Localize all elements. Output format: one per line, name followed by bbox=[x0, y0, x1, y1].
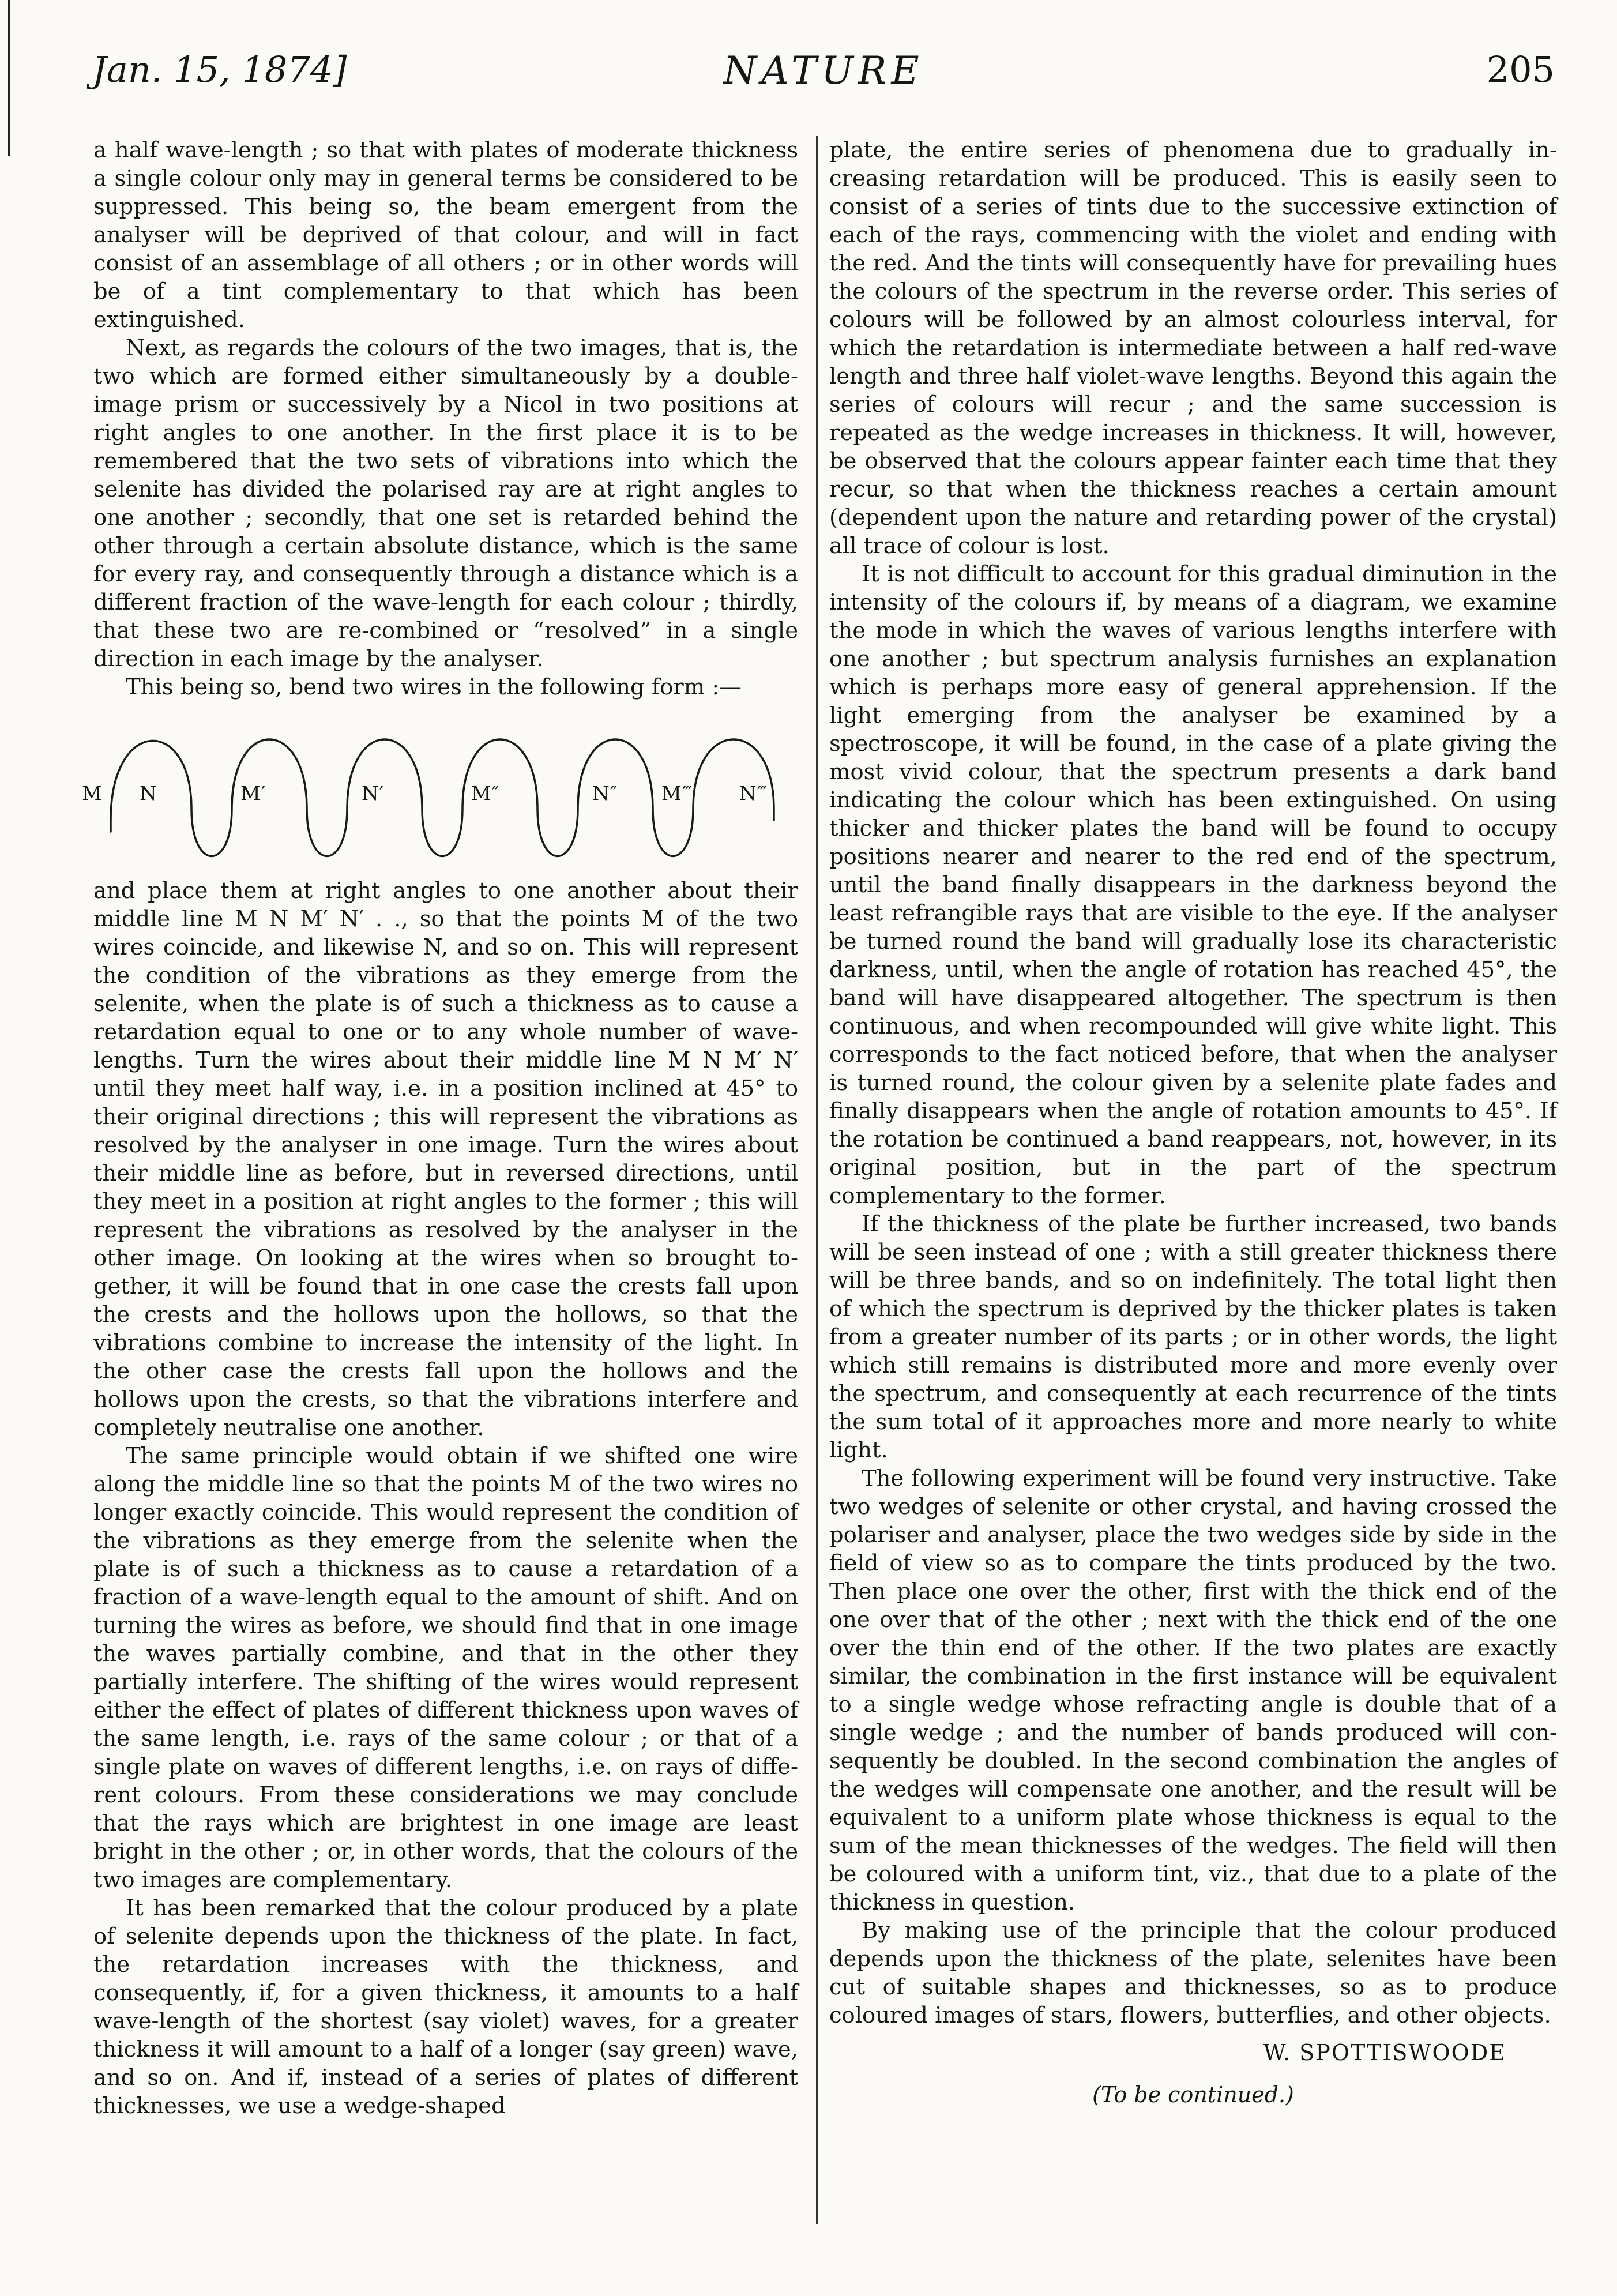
figure-label-n: N bbox=[140, 782, 157, 805]
right-column bbox=[829, 136, 1557, 2235]
page-header bbox=[92, 48, 1555, 112]
right-paragraph-5: By making use of the principle that the colour produced depends upon the thickness of the plate, selenites have been cut of suitable shapes and thicknesses, so as to produce coloured images of stars, flowers, butterflies, and other objects. bbox=[829, 1918, 1557, 2028]
figure-label-n-prime: N′ bbox=[362, 782, 385, 805]
left-paragraph-1: a half wave-length ; so that with plates of moderate thickness a single colour only may in general terms be considered to be suppressed. This being so, the beam emergent from the analyser will be deprived of that colour, and will in fact consist of an assemblage of all others ; or in other words will be of a tint complementary to that which has been extinguished. bbox=[93, 137, 798, 333]
figure-label-m-prime: M′ bbox=[240, 782, 266, 805]
header-date: Jan. 15, 1874] bbox=[92, 48, 347, 91]
figure-label-m: M bbox=[82, 782, 103, 805]
figure-label-m-double-prime: M″ bbox=[471, 782, 500, 805]
page-edge-line bbox=[8, 0, 10, 156]
left-paragraph-3: This being so, bend two wires in the following form :— bbox=[126, 674, 742, 700]
to-be-continued-note: (To be continued.) bbox=[1092, 2082, 1294, 2107]
page-number: 205 bbox=[1486, 48, 1555, 91]
journal-title: NATURE bbox=[723, 48, 924, 93]
right-paragraph-1: plate, the entire series of phenomena due to gradually increasing retardation will be produced. This is easily seen to consist of a series of tints due to the successive extinction of each of the rays, commencing with the violet and ending with the red. And the tints will consequently have for prevailing hues the colours of the spectrum in the reverse order. This series of colours will be followed by an almost colourless interval, for which the retardation is intermediate between a half red-wave length and three half violet-wave lengths. Beyond this again the series of colours will recur ; and the same succession is repeated as the wedge increases in thickness. It will, however, be observed that the colours appear fainter each time that they recur, so that when the thickness reaches a certain amount (dependent upon the nature and retarding power of the crystal) all trace of colour is lost. bbox=[829, 137, 1557, 559]
right-paragraph-4: The following experiment will be found very instructive. Take two wedges of selenite or other crystal, and having crossed the polariser and analyser, place the two wedges side by side in the field of view so as to compare the tints produced by the two. Then place one over the other, first with the thick end of the one over that of the other ; next with the thick end of the one over the thin end of the other. If the two plates are exactly similar, the combination in the first instance will be equivalent to a single wedge whose refracting angle is double that of a single wedge ; and the number of bands produced will consequently be doubled. In the second combination the angles of the wedges will compensate one another, and the result will be equivalent to a uniform plate whose thickness is equal to the sum of the mean thicknesses of the wedges. The field will then be coloured with a uniform tint, viz., that due to a plate of the thickness in question. bbox=[829, 1465, 1557, 1915]
right-paragraph-2: It is not difficult to account for this gradual diminution in the intensity of the colours if, by means of a diagram, we examine the mode in which the waves of various lengths interfere with one another ; but spectrum analysis furnishes an explanation which is perhaps more easy of general apprehension. If the light emerging from the analyser be examined by a spectroscope, it will be found, in the case of a plate giving the most vivid colour, that the spectrum presents a dark band indicating the colour which has been extinguished. On using thicker and thicker plates the band will be found to occupy positions nearer and nearer to the red end of the spectrum, until the band finally disappears in the darkness beyond the least refrangible rays that are visible to the eye. If the analyser be turned round the band will gradually lose its characteristic darkness, until, when the angle of rotation has reached 45°, the band will have disappeared altogether. The spectrum is then continuous, and when recompounded will give white light. This corresponds to the fact noticed before, that when the analyser is turned round, the colour given by a selenite plate fades and finally disappears when the angle of rotation amounts to 45°. If the rotation be continued a band reappears, not, however, in its original position, but in the part of the spectrum complementary to the former. bbox=[829, 561, 1557, 1209]
left-column bbox=[82, 136, 798, 2235]
left-paragraph-5: The same principle would obtain if we shifted one wire along the middle line so that the points M of the two wires no longer exactly coincide. This would represent the condition of the vibrations as they emerge from the selenite when the plate is of such a thickness as to cause a retardation of a fraction of a wave-length equal to the amount of shift. And on turning the wires as before, we should find that in one image the waves partially combine, and that in the other they partially interfere. The shifting of the wires would represent either the effect of plates of different thickness upon waves of the same length, i.e. rays of the same colour ; or that of a single plate on waves of different lengths, i.e. on rays of different colours. From these considerations we may conclude that the rays which are brightest in one image are least bright in the other ; or, in other words, that the colours of the two images are complementary. bbox=[93, 1443, 798, 1893]
left-paragraph-4: and place them at right angles to one another about their middle line M N M′ N′ . ., so that the points M of the two wires coincide, and likewise N, and so on. This will represent the condition of the vibrations as they emerge from the selenite, when the plate is of such a thickness as to cause a retardation equal to one or to any whole number of wave-lengths. Turn the wires about their middle line M N M′ N′ until they meet half way, i.e. in a position inclined at 45° to their original directions ; this will represent the vibrations as resolved by the analyser in one image. Turn the wires about their middle line as before, but in reversed directions, until they meet in a position at right angles to the former ; this will represent the vibrations as resolved by the analyser in the other image. On looking at the wires when so brought together, it will be found that in one case the crests fall upon the crests and the hollows upon the hollows, so that the vibrations combine to increase the intensity of the light. In the other case the crests fall upon the hollows and the hollows upon the crests, so that the vibrations interfere and completely neutralise one another. bbox=[93, 878, 798, 1441]
left-paragraph-6: It has been remarked that the colour produced by a plate of selenite depends upon the thickness of the plate. In fact, the retardation increases with the thickness, and consequently, if, for a given thickness, it amounts to a half wave-length of the shortest (say violet) waves, for a greater thickness it will amount to a half of a longer (say green) wave, and so on. And if, instead of a series of plates of different thicknesses, we use a wedge-shaped bbox=[93, 1895, 798, 2119]
figure-label-m-triple-prime: M‴ bbox=[661, 782, 693, 805]
left-paragraph-2: Next, as regards the colours of the two images, that is, the two which are formed either simultaneously by a double-image prism or successively by a Nicol in two positions at right angles to one another. In the first place it is to be remembered that the two sets of vibrations into which the selenite has divided the polarised ray are at right angles to one another ; secondly, that one set is retarded behind the other through a certain absolute distance, which is the same for every ray, and consequently through a distance which is a different fraction of the wave-length for each colour ; thirdly, that these two are re-combined or “resolved” in a single direction in each image by the analyser. bbox=[93, 335, 798, 672]
figure-label-n-double-prime: N″ bbox=[592, 782, 618, 805]
wave-wire-figure bbox=[82, 705, 798, 872]
column-divider bbox=[816, 136, 818, 2224]
figure-label-n-triple-prime: N‴ bbox=[739, 782, 768, 805]
author-signature: W. SPOTTISWOODE bbox=[1263, 2040, 1506, 2065]
right-paragraph-3: If the thickness of the plate be further increased, two bands will be seen instead of one ; with a still greater thickness there will be three bands, and so on indefinitely. The total light then of which the spectrum is deprived by the thicker plates is taken from a greater number of its parts ; or in other words, the light which still remains is distributed more and more evenly over the spectrum, and consequently at each recurrence of the tints the sum total of it approaches more and more nearly to white light. bbox=[829, 1211, 1557, 1463]
